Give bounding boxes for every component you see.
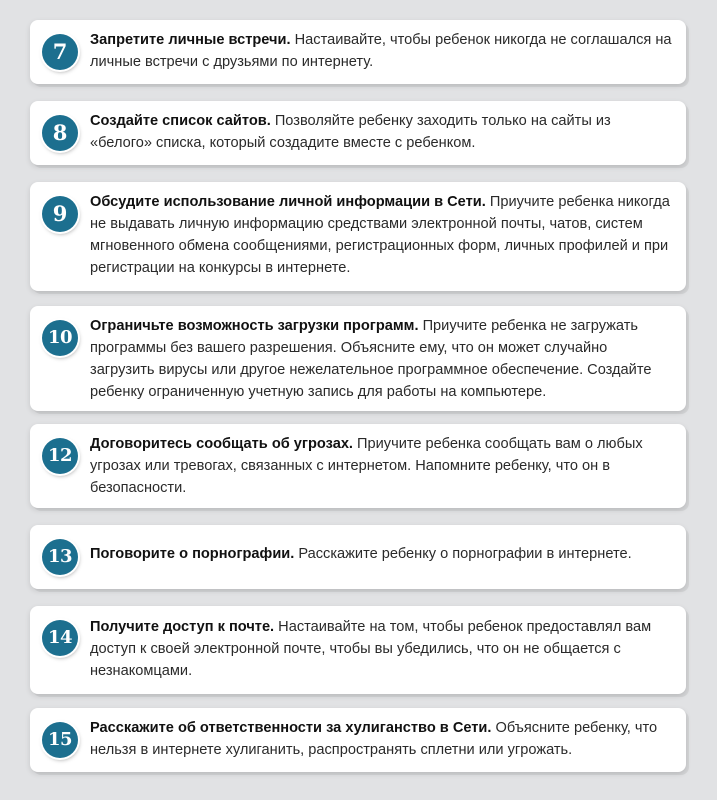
- tip-title: Создайте список сайтов.: [90, 113, 271, 129]
- number-badge: 10: [42, 320, 78, 356]
- tip-title: Ограничьте возможность загрузки программ.: [90, 318, 419, 334]
- tip-text: [90, 433, 674, 499]
- number-badge: 9: [42, 196, 78, 232]
- tip-title: Обсудите использование личной информации в Сети.: [90, 194, 486, 210]
- tip-text: [90, 191, 674, 279]
- tip-title: Расскажите об ответственности за хулиганство в Сети.: [90, 720, 492, 736]
- tip-title: Поговорите о порнографии.: [90, 546, 295, 562]
- tip-title: Договоритесь сообщать об угрозах.: [90, 436, 353, 452]
- tip-text: [90, 717, 674, 761]
- tip-body: Настаивайте, чтобы ребенок никогда не соглашался на личные встречи с друзьями по интернету.: [90, 32, 672, 70]
- number-badge: 14: [42, 620, 78, 656]
- tip-card: [30, 101, 686, 165]
- tip-card: [30, 525, 686, 589]
- tip-body: Объясните ребенку, что нельзя в интернете хулиганить, распространять сплетни или угрожать.: [90, 720, 658, 758]
- tip-card: [30, 306, 686, 411]
- tip-title: Запретите личные встречи.: [90, 32, 291, 48]
- tip-body: Приучите ребенка не загружать программы без вашего разрешения. Объясните ему, что он может случайно загрузить вирусы или другое нежелательное программное обеспечение. Создайте ребенку ограниченную учетную запись для работы на компьютере.: [90, 318, 652, 400]
- number-badge: 13: [42, 539, 78, 575]
- tip-text: [90, 616, 674, 682]
- tip-body: Настаивайте на том, чтобы ребенок предоставлял вам доступ к своей электронной почте, чтобы вы убедились, что он не общается с незнакомцами.: [90, 619, 652, 679]
- tip-text: [90, 543, 674, 565]
- tip-text: [90, 315, 674, 403]
- number-badge: 8: [42, 115, 78, 151]
- tip-body: Приучите ребенка сообщать вам о любых угрозах или тревогах, связанных с интернетом. Напомните ребенку, что он в безопасности.: [90, 436, 643, 496]
- number-badge: 7: [42, 34, 78, 70]
- tip-body: Приучите ребенка никогда не выдавать личную информацию средствами электронной почты, чатов, систем мгновенного обмена сообщениями, регистрационных форм, личных профилей и при регистрации на конкурсы в интернете.: [90, 194, 670, 276]
- tip-card: [30, 20, 686, 84]
- tip-title: Получите доступ к почте.: [90, 619, 275, 635]
- number-badge: 12: [42, 438, 78, 474]
- tip-card: [30, 708, 686, 772]
- tip-body: Расскажите ребенку о порнографии в интернете.: [294, 546, 632, 562]
- tip-card: [30, 424, 686, 508]
- number-badge: 15: [42, 722, 78, 758]
- tip-body: Позволяйте ребенку заходить только на сайты из «белого» списка, который создадите вместе с ребенком.: [90, 113, 611, 151]
- tip-text: [90, 29, 674, 73]
- tip-card: [30, 182, 686, 291]
- tip-text: [90, 110, 674, 154]
- tip-card: [30, 606, 686, 694]
